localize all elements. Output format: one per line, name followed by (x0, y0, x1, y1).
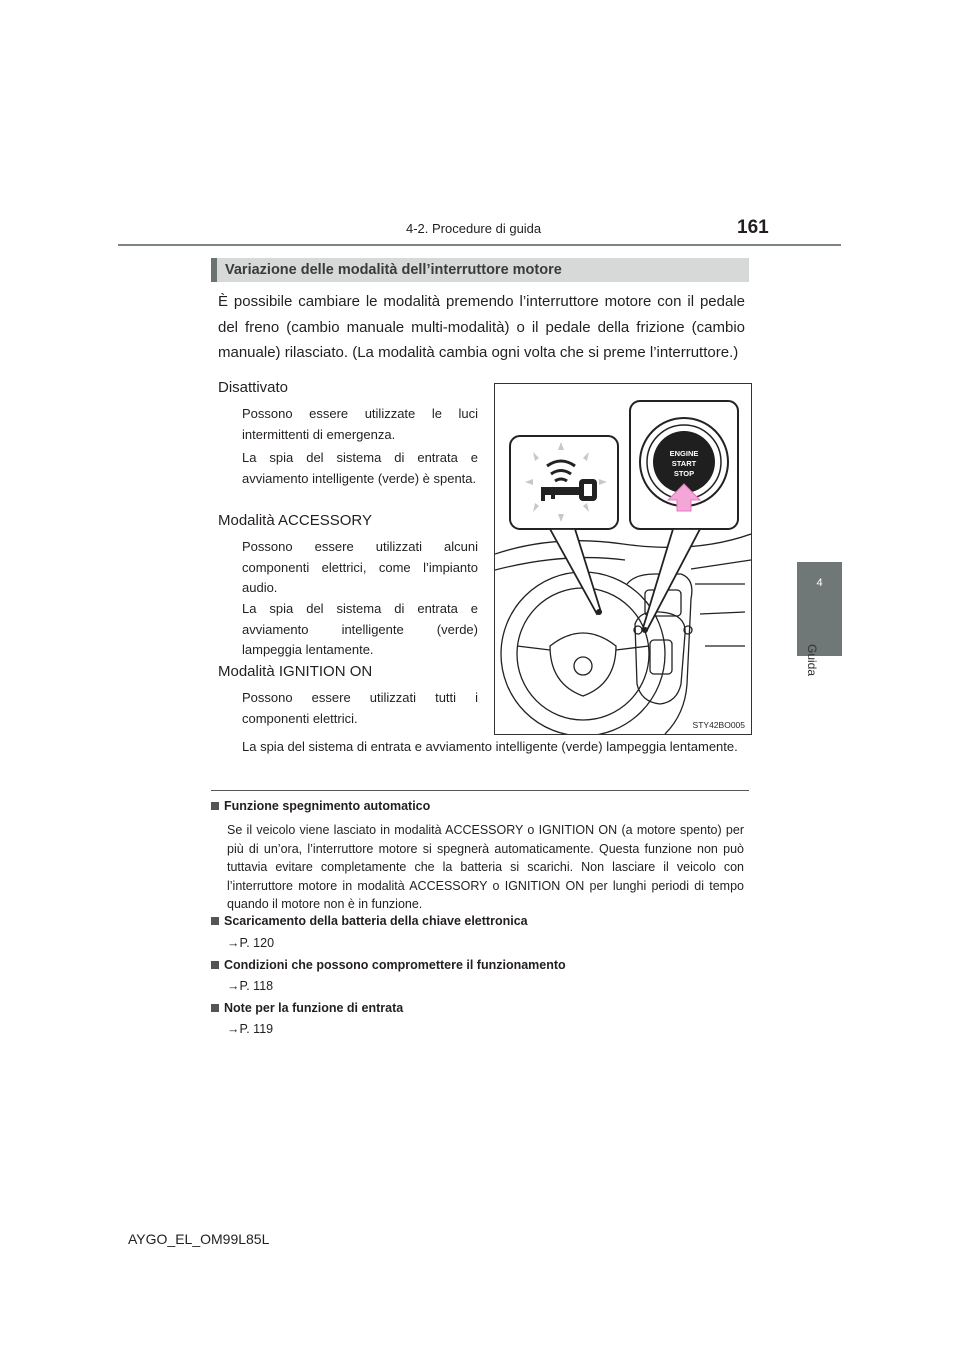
section-title-bar (211, 258, 749, 282)
bullet-square-icon (211, 961, 219, 969)
bullet-square-icon (211, 917, 219, 925)
start-button-location-dot (642, 627, 648, 633)
page-reference: →P. 118 (227, 979, 274, 993)
mode-desc: Possono essere utilizzati tutti i componenti elettrici. (242, 690, 478, 726)
note-title-text: Scaricamento della batteria della chiave elettronica (224, 914, 528, 928)
steering-hub (550, 633, 616, 696)
mode-desc: La spia del sistema di entrata e avviamento intelligente (verde) è spenta. (242, 450, 478, 486)
dashboard-illustration (494, 383, 752, 735)
chapter-number: 4 (816, 577, 823, 589)
start-callout-pointer (643, 529, 700, 630)
mode-title-off: Disattivato (218, 379, 289, 396)
dash-top-line (495, 534, 751, 554)
steering-wheel-inner (517, 588, 649, 720)
mode-desc: La spia del sistema di entrata e avviamento intelligente (verde) lampeggia lentamente. (242, 601, 478, 657)
document-code: AYGO_EL_OM99L85L (128, 1231, 270, 1247)
note-title (211, 1001, 403, 1015)
mode-desc: Possono essere utilizzati alcuni componenti elettrici, come l’impianto audio. (242, 539, 478, 595)
dash-line-2 (495, 558, 625, 570)
illustration-svg (495, 384, 751, 734)
right-dash (691, 560, 751, 569)
chapter-label: Guida (805, 644, 819, 677)
steering-spoke-left (517, 646, 550, 650)
start-button-line-1: ENGINE (669, 449, 699, 458)
steering-logo (574, 657, 592, 675)
vent-lines (695, 584, 745, 646)
bullet-square-icon (211, 802, 219, 810)
start-button-line-2: START (671, 459, 697, 468)
chapter-label-wrap (797, 644, 842, 677)
note-title (211, 799, 430, 813)
notes-separator (211, 790, 749, 791)
console-button (650, 640, 672, 674)
note-title-text: Condizioni che possono compromettere il funzionamento (224, 958, 566, 972)
mode-title-accessory: Modalità ACCESSORY (218, 512, 372, 529)
page-number: 161 (737, 217, 769, 238)
bullet-square-icon (211, 1004, 219, 1012)
indicator-location-dot (596, 609, 602, 615)
page-reference: →P. 120 (227, 936, 275, 950)
steering-spoke-right (616, 646, 649, 650)
note-title-text: Funzione spegnimento automatico (224, 799, 431, 813)
section-title: Variazione delle modalità dell’interruttore motore (225, 262, 562, 278)
mode-title-ignition: Modalità IGNITION ON (218, 663, 373, 680)
start-button-line-3: STOP (673, 469, 695, 478)
note-title (211, 914, 528, 928)
mode-desc: Possono essere utilizzate le luci intermittenti di emergenza. (242, 406, 478, 442)
intro-paragraph: È possibile cambiare le modalità premendo l’interruttore motore con il pedale del freno (cambio manuale multi-modalità) o il pedale della frizione (cambio manuale) rilasciato. (La modalità cambia ogni volta che si preme l’interruttore.) (218, 293, 745, 361)
page-reference: →P. 119 (227, 1022, 274, 1036)
header-rule (118, 244, 841, 246)
steering-wheel-outer (501, 572, 665, 734)
figure-code: STY42BO005 (692, 720, 745, 730)
note-title-text: Note per la funzione di entrata (224, 1001, 404, 1015)
mode-desc: La spia del sistema di entrata e avviamento intelligente (verde) lampeggia lentamente. (242, 739, 738, 754)
note-title (211, 958, 566, 972)
title-marker (211, 258, 217, 282)
key-callout-pointer (550, 529, 601, 614)
note-body: Se il veicolo viene lasciato in modalità ACCESSORY o IGNITION ON (a motore spento) per più di un’ora, l’interruttore motore si spegnerà automaticamente. Questa funzione non può tuttavia evitare completamente che la batteria si scarichi. Non lasciare il veicolo con l’interruttore motore in modalità ACCESSORY o IGNITION ON per lunghi periodi di tempo quando il motore non è in funzione. (227, 823, 744, 912)
section-header: 4-2. Procedure di guida (406, 221, 542, 236)
